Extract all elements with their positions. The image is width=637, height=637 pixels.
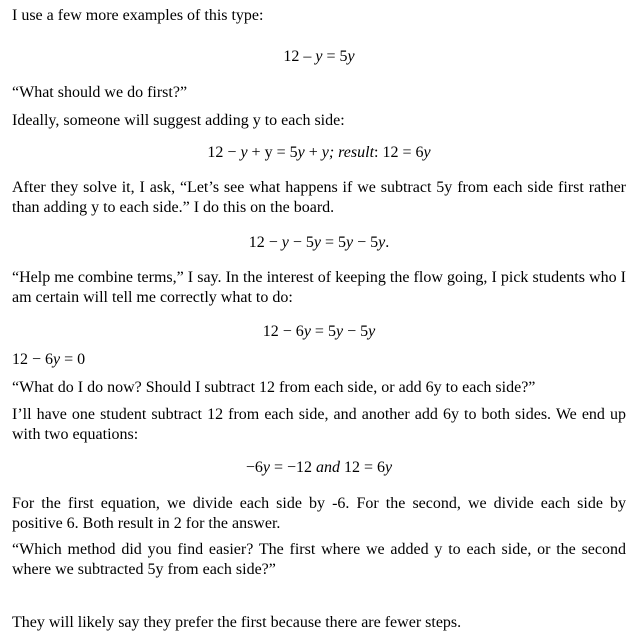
paragraph-combine-terms: “Help me combine terms,” I say. In the interest of keeping the flow going, I pick students who I am certain will tell me correctly what to do:	[12, 269, 626, 306]
paragraph-question-first: “What should we do first?”	[12, 84, 188, 101]
equation-4: 12 − 6y = 5y − 5y	[262, 323, 376, 340]
paragraph-which-method: “Which method did you find easier? The first where we added y to each side, or the second where we subtracted 5y from each side?”	[12, 541, 626, 578]
equation-3: 12 − y − 5y = 5y − 5y.	[248, 234, 390, 251]
paragraph-ideally: Ideally, someone will suggest adding y to each side:	[12, 112, 345, 129]
paragraph-intro: I use a few more examples of this type:	[12, 7, 264, 24]
paragraph-two-students: I’ll have one student subtract 12 from each side, and another add 6y to both sides. We end up with two equations:	[12, 406, 626, 443]
paragraph-what-now: “What do I do now? Should I subtract 12 from each side, or add 6y to each side?”	[12, 379, 536, 396]
equation-2: 12 − y + y = 5y + y; result: 12 = 6y	[207, 144, 431, 161]
equation-6: −6y = −12 and 12 = 6y	[245, 459, 393, 476]
paragraph-after-solve: After they solve it, I ask, “Let’s see what happens if we subtract 5y from each side first rather than adding y to each side.” I do this on the board.	[12, 179, 626, 216]
equation-5: 12 − 6y = 0	[12, 351, 86, 368]
paragraph-divide: For the first equation, we divide each side by -6. For the second, we divide each side by positive 6. Both result in 2 for the answer.	[12, 495, 626, 532]
paragraph-fewer-steps: They will likely say they prefer the first because there are fewer steps.	[12, 614, 462, 631]
equation-1: 12 – y = 5y	[283, 48, 355, 65]
